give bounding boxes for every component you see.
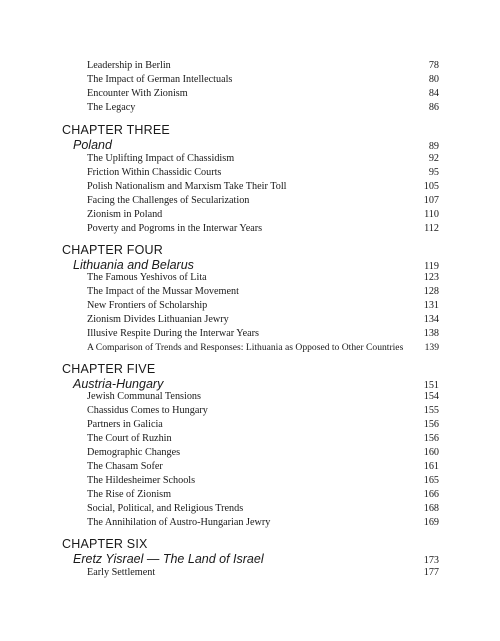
toc-entry-page: 168 [423,503,439,514]
toc-entry-page: 84 [428,88,439,99]
toc-entry [87,433,439,445]
toc-entry-title: The Court of Ruzhin [87,433,172,444]
toc-entry-title: The Legacy [87,102,136,113]
toc-entry [87,419,439,431]
toc-entry [87,405,439,417]
toc-entry-page: 131 [423,300,439,311]
toc-entry [87,517,439,529]
toc-entry-title: New Frontiers of Scholarship [87,300,208,311]
chapter-page: 89 [428,141,439,152]
chapter-page: 151 [423,380,439,391]
toc-entry-title: A Comparison of Trends and Responses: Lithuania as Opposed to Other Countries [87,342,404,353]
toc-entry [87,447,439,459]
chapter-heading: CHAPTER FIVE [62,362,156,376]
chapter-title-row [73,138,439,152]
toc-entry-page: 80 [428,74,439,85]
toc-entry-page: 78 [428,60,439,71]
toc-entry-page: 177 [423,567,439,578]
toc-entry-page: 154 [423,391,439,402]
toc-entry-page: 128 [423,286,439,297]
chapter-page: 173 [423,555,439,566]
toc-entry [87,102,439,114]
toc-entry [87,223,439,235]
toc-entry-title: Friction Within Chassidic Courts [87,167,222,178]
toc-entry-title: Early Settlement [87,567,156,578]
toc-entry [87,328,439,340]
toc-entry-title: The Rise of Zionism [87,489,172,500]
toc-entry-title: Zionism in Poland [87,209,163,220]
toc-entry-title: Leadership in Berlin [87,60,171,71]
toc-entry-page: 92 [428,153,439,164]
toc-entry-title: Poverty and Pogroms in the Interwar Years [87,223,263,234]
toc-entry-page: 169 [423,517,439,528]
toc-entry [87,475,439,487]
toc-entry-page: 161 [423,461,439,472]
toc-entry-page: 110 [424,209,439,220]
toc-entry-title: Polish Nationalism and Marxism Take Their Toll [87,181,287,192]
toc-entry [87,503,439,515]
chapter-title-row [73,552,439,566]
toc-entry [87,195,439,207]
toc-entry-page: 138 [423,328,439,339]
chapter-title: Austria-Hungary [73,377,164,391]
toc-entry-title: Encounter With Zionism [87,88,188,99]
toc-entry-page: 160 [423,447,439,458]
toc-entry [87,489,439,501]
toc-entry [87,391,439,403]
chapter-heading: CHAPTER FOUR [62,243,164,257]
toc-entry [87,567,439,579]
toc-entry-page: 156 [423,419,439,430]
toc-entry-title: The Uplifting Impact of Chassidism [87,153,235,164]
toc-entry [87,286,439,298]
toc-entry-title: Illusive Respite During the Interwar Years [87,328,260,339]
chapter-title-row [73,258,439,272]
toc-entry-page: 134 [423,314,439,325]
chapter-title: Poland [73,138,112,152]
toc-entry [87,181,439,193]
toc-entry-title: Social, Political, and Religious Trends [87,503,244,514]
chapter-title: Lithuania and Belarus [73,258,194,272]
toc-entry-page: 139 [424,342,439,353]
chapter-title-row [73,377,439,391]
toc-entry-title: The Annihilation of Austro-Hungarian Jewry [87,517,271,528]
toc-entry-title: Jewish Communal Tensions [87,391,201,402]
toc-entry-page: 166 [423,489,439,500]
toc-entry-title: Partners in Galicia [87,419,163,430]
toc-entry-title: Facing the Challenges of Secularization [87,195,250,206]
toc-entry-page: 105 [423,181,439,192]
toc-entry-page: 123 [423,272,439,283]
toc-entry-title: The Impact of German Intellectuals [87,74,233,85]
chapter-title: Eretz Yisrael — The Land of Israel [73,552,264,566]
toc-entry-title: Demographic Changes [87,447,181,458]
toc-entry-title: Chassidus Comes to Hungary [87,405,208,416]
toc-entry-page: 165 [423,475,439,486]
chapter-page: 119 [424,261,439,272]
toc-entry-page: 156 [423,433,439,444]
toc-entry [87,300,439,312]
toc-entry [87,167,439,179]
toc-entry-page: 95 [428,167,439,178]
toc-entry [87,153,439,165]
toc-entry [87,272,439,284]
toc-entry-page: 155 [423,405,439,416]
chapter-heading: CHAPTER SIX [62,537,148,551]
toc-entry [87,461,439,473]
toc-entry [87,314,439,326]
toc-entry-page: 107 [423,195,439,206]
chapter-heading: CHAPTER THREE [62,123,170,137]
toc-entry-title: The Hildesheimer Schools [87,475,196,486]
toc-entry-title: The Impact of the Mussar Movement [87,286,239,297]
toc-entry [87,60,439,72]
toc-entry-page: 86 [428,102,439,113]
toc-entry-page: 112 [424,223,439,234]
toc-entry [87,88,439,100]
toc-entry [87,342,439,354]
toc-entry [87,74,439,86]
toc-entry-title: The Famous Yeshivos of Lita [87,272,207,283]
toc-entry-title: Zionism Divides Lithuanian Jewry [87,314,229,325]
toc-entry-title: The Chasam Sofer [87,461,163,472]
toc-entry [87,209,439,221]
